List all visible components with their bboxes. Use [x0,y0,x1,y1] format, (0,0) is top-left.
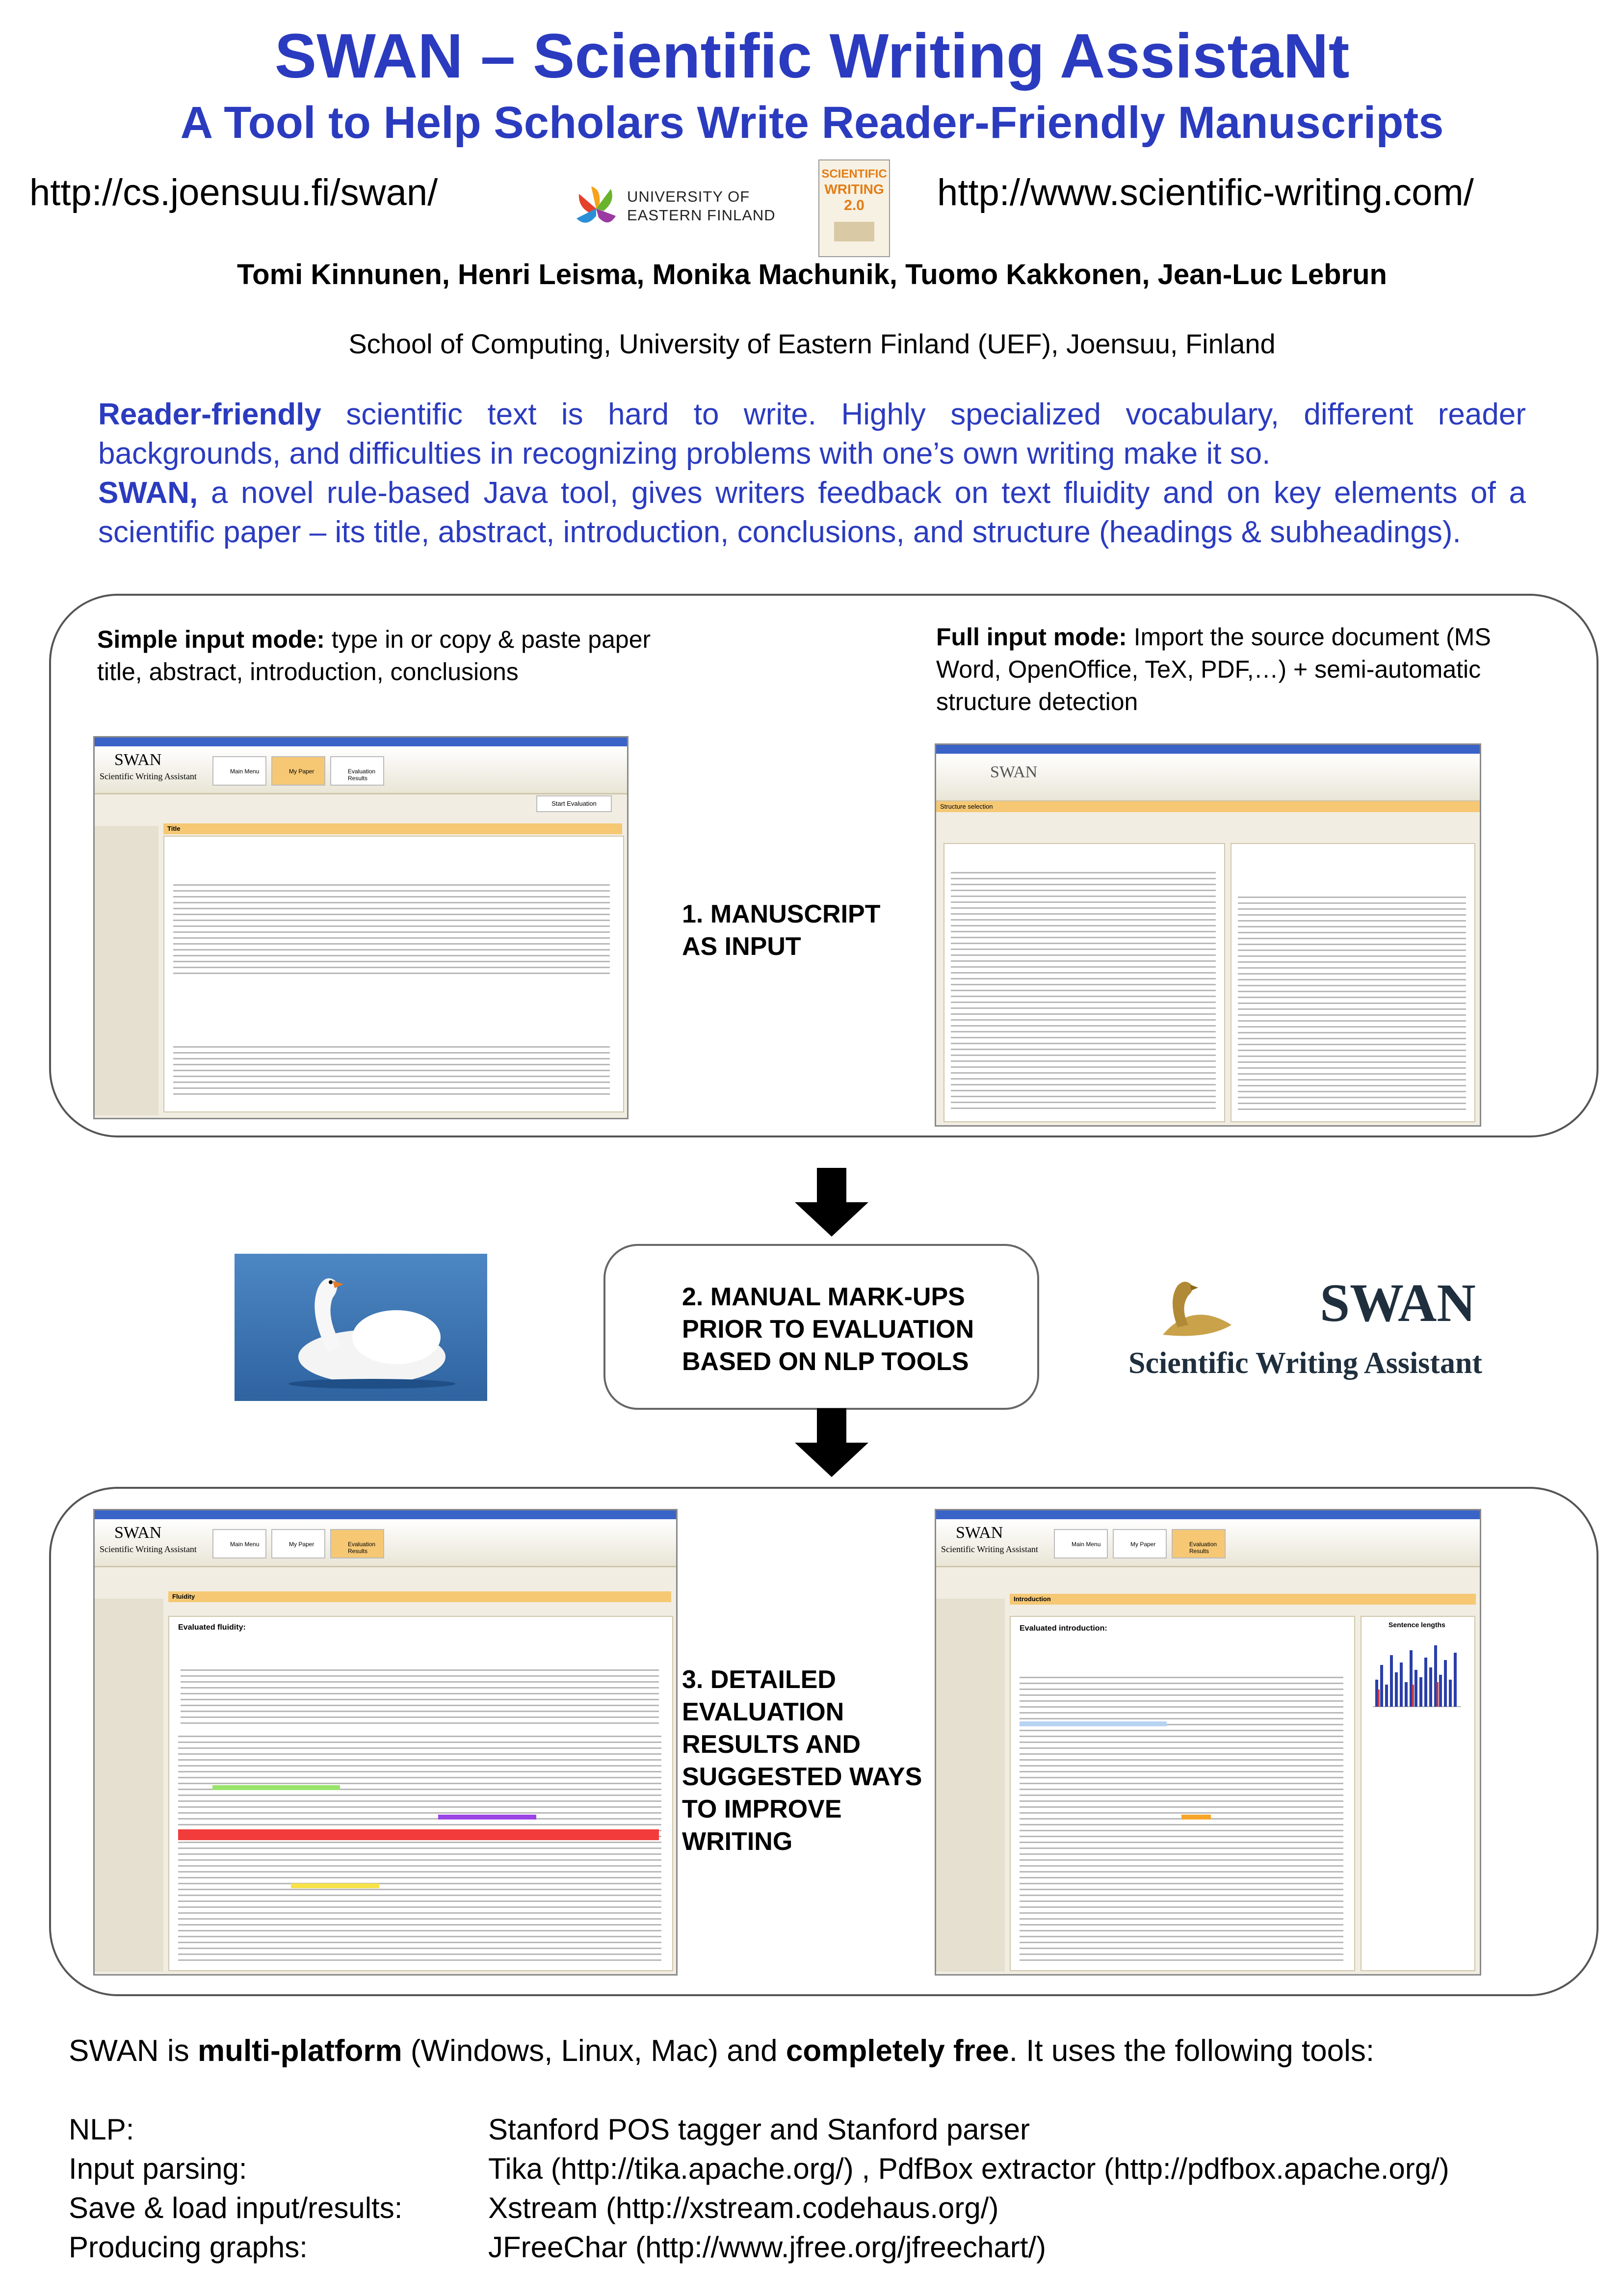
sentence-lengths-chart [1370,1636,1464,1709]
section-title-label: Title [167,825,181,832]
section-header-title [163,823,622,834]
arrow-down-icon [795,1408,868,1477]
highlight-blue [1020,1721,1167,1726]
step2-line2: PRIOR TO EVALUATION [682,1315,974,1344]
swan-photo-graphic [235,1254,487,1401]
intro-paragraph-1 [98,395,1526,474]
screenshot-full-input [935,743,1481,1127]
poster-title: SWAN – Scientific Writing AssistaNt [274,21,1350,91]
window-titlebar [95,738,627,746]
simple-input-mode-label: Simple input mode: [97,626,325,653]
keyword-table [173,880,610,978]
step1-line2: AS INPUT [682,932,801,961]
book-cover-line2: WRITING [824,182,884,197]
section-header-introduction [1010,1594,1476,1605]
document-lines [951,868,1216,1113]
arrow-down-2 [795,1408,868,1479]
intro-p1-bold: Reader-friendly [98,397,321,431]
full-input-mode-text [936,621,1500,718]
window-titlebar [936,745,1480,754]
tool-row [69,2149,1590,2189]
tool-label: Input parsing: [69,2152,247,2185]
simple-input-mode-text [97,623,661,688]
tab-evaluation-results[interactable]: Evaluation Results [1172,1529,1226,1558]
app-header [936,1519,1480,1567]
app-logo-word: SWAN [114,751,162,769]
section-introduction-label: Introduction [1014,1595,1051,1603]
step3-line2: EVALUATION [682,1698,844,1726]
highlight-green [212,1785,340,1790]
step2-line1: 2. MANUAL MARK-UPS [682,1283,965,1311]
sidebar-sections [936,1599,1005,1972]
app-header [936,754,1480,802]
tab-main-menu[interactable]: Main Menu [212,1529,266,1558]
swan-photo [235,1254,487,1401]
tab-evaluation-results[interactable]: Evaluation Results [330,756,384,786]
tool-row [69,2228,1590,2267]
highlight-orange [1181,1815,1211,1820]
evaluated-introduction-heading: Evaluated introduction: [1020,1624,1107,1633]
tools-list [69,2110,1590,2267]
tool-value: Stanford POS tagger and Stanford parser [488,2113,1030,2146]
arrow-down-icon [795,1168,868,1237]
book-cover-line1: SCIENTIFIC [821,167,887,181]
window-titlebar [936,1510,1480,1519]
tab-my-paper[interactable]: My Paper [1113,1529,1167,1558]
sentence-lengths-title: Sentence lengths [1388,1621,1445,1629]
platform-free: completely free [786,2034,1009,2068]
affiliation: School of Computing, University of Eastern Finland (UEF), Joensuu, Finland [348,328,1276,359]
full-input-mode-desc: Import the source document (MS Word, OpenOffice, TeX, PDF,…) + semi-automatic structure detection [936,623,1491,715]
sidebar-sections [95,1599,163,1972]
uef-logo-icon [569,179,623,233]
questions-list [173,1042,610,1096]
tool-row [69,2110,1590,2149]
structure-selection-bar [936,801,1480,812]
app-logo-word: SWAN [956,1524,1003,1542]
tab-my-paper[interactable]: My Paper [271,756,325,786]
intro-p2-bold: SWAN, [98,476,198,510]
tab-main-menu[interactable]: Main Menu [1054,1529,1108,1558]
app-logo-word: SWAN [990,763,1038,781]
book-cover-line3: 2.0 [844,197,864,213]
swan-logo-tagline: Scientific Writing Assistant [1128,1346,1483,1380]
swan-logo-icon [1133,1271,1261,1345]
step3-line5: TO IMPROVE [682,1795,842,1823]
tab-evaluation-results[interactable]: Evaluation Results [330,1529,384,1558]
marked-up-text [178,1731,661,1962]
uef-logo-line2: EASTERN FINLAND [627,207,776,224]
step1-label [682,898,880,963]
tool-label: Producing graphs: [69,2231,308,2264]
highlight-purple [438,1815,536,1820]
step3-label [682,1663,922,1858]
step2-label [682,1281,974,1378]
platform-mid: (Windows, Linux, Mac) and [402,2034,786,2068]
simple-input-mode-desc: type in or copy & paste paper title, abstract, introduction, conclusions [97,626,651,686]
structure-lines [1238,892,1466,1113]
window-titlebar [95,1510,676,1519]
step2-line3: BASED ON NLP TOOLS [682,1347,969,1376]
platform-statement [69,2032,1590,2071]
section-header-fluidity [168,1591,671,1602]
url-swan[interactable]: http://cs.joensuu.fi/swan/ [29,172,438,213]
structure-selection-label: Structure selection [940,803,993,810]
app-header [95,1519,676,1567]
uef-logo [569,179,785,233]
app-logo-tagline: Scientific Writing Assistant [100,1544,197,1554]
sidebar-sections [95,826,158,1115]
screenshot-introduction [935,1509,1481,1976]
tool-label: Save & load input/results: [69,2191,403,2224]
platform-pre: SWAN is [69,2034,198,2068]
screenshot-simple-input [93,736,629,1119]
highlight-yellow [291,1883,379,1888]
poster-subtitle: A Tool to Help Scholars Write Reader-Friendly Manuscripts [180,98,1444,148]
swan-logo [1124,1271,1516,1389]
intro-p1-rest: scientific text is hard to write. Highly specialized vocabulary, different reader backgrounds, and difficulties in recognizing problems with one’s own writing make it so. [98,397,1526,471]
tool-value: Xstream (http://xstream.codehaus.org/) [488,2191,999,2224]
platform-post: . It uses the following tools: [1009,2034,1375,2068]
step1-line1: 1. MANUSCRIPT [682,900,881,928]
intro-p2-rest: a novel rule-based Java tool, gives writers feedback on text fluidity and on key elements of a scientific paper – its title, abstract, introduction, conclusions, and structure (headings & subheadings). [98,476,1526,549]
step3-line6: WRITING [682,1827,793,1856]
book-cover [818,159,890,257]
tab-my-paper[interactable]: My Paper [271,1529,325,1558]
app-header [95,746,627,794]
url-scientific-writing[interactable]: http://www.scientific-writing.com/ [937,172,1474,213]
tool-value: JFreeChar (http://www.jfree.org/jfreechart/) [488,2231,1047,2264]
tab-main-menu[interactable]: Main Menu [212,756,266,786]
book-cover-graphic [834,222,874,241]
legend-box [181,1665,659,1724]
uef-logo-line1: UNIVERSITY OF [627,188,750,205]
step3-line3: RESULTS AND [682,1730,861,1759]
arrow-down-1 [795,1168,868,1239]
intro-text [98,395,1526,552]
swan-logo-word: SWAN [1320,1273,1476,1333]
platform-multi: multi-platform [197,2034,402,2068]
screenshot-fluidity [93,1509,678,1976]
step3-line1: 3. DETAILED [682,1665,836,1694]
intro-paragraph-2 [98,474,1526,552]
evaluated-fluidity-heading: Evaluated fluidity: [178,1623,246,1632]
step3-line4: SUGGESTED WAYS [682,1763,922,1791]
tool-value: Tika (http://tika.apache.org/) , PdfBox extractor (http://pdfbox.apache.org/) [488,2152,1449,2185]
highlight-red [178,1829,659,1840]
tool-label: NLP: [69,2113,134,2146]
tool-row [69,2189,1590,2228]
section-fluidity-label: Fluidity [172,1593,195,1600]
app-logo-tagline: Scientific Writing Assistant [100,771,197,781]
start-evaluation-button[interactable]: Start Evaluation [536,795,612,812]
full-input-mode-label: Full input mode: [936,623,1127,651]
authors: Tomi Kinnunen, Henri Leisma, Monika Machunik, Tuomo Kakkonen, Jean-Luc Lebrun [237,259,1387,290]
app-logo-word: SWAN [114,1524,162,1542]
app-logo-tagline: Scientific Writing Assistant [941,1544,1038,1554]
bar-chart-graphic [1370,1636,1464,1709]
